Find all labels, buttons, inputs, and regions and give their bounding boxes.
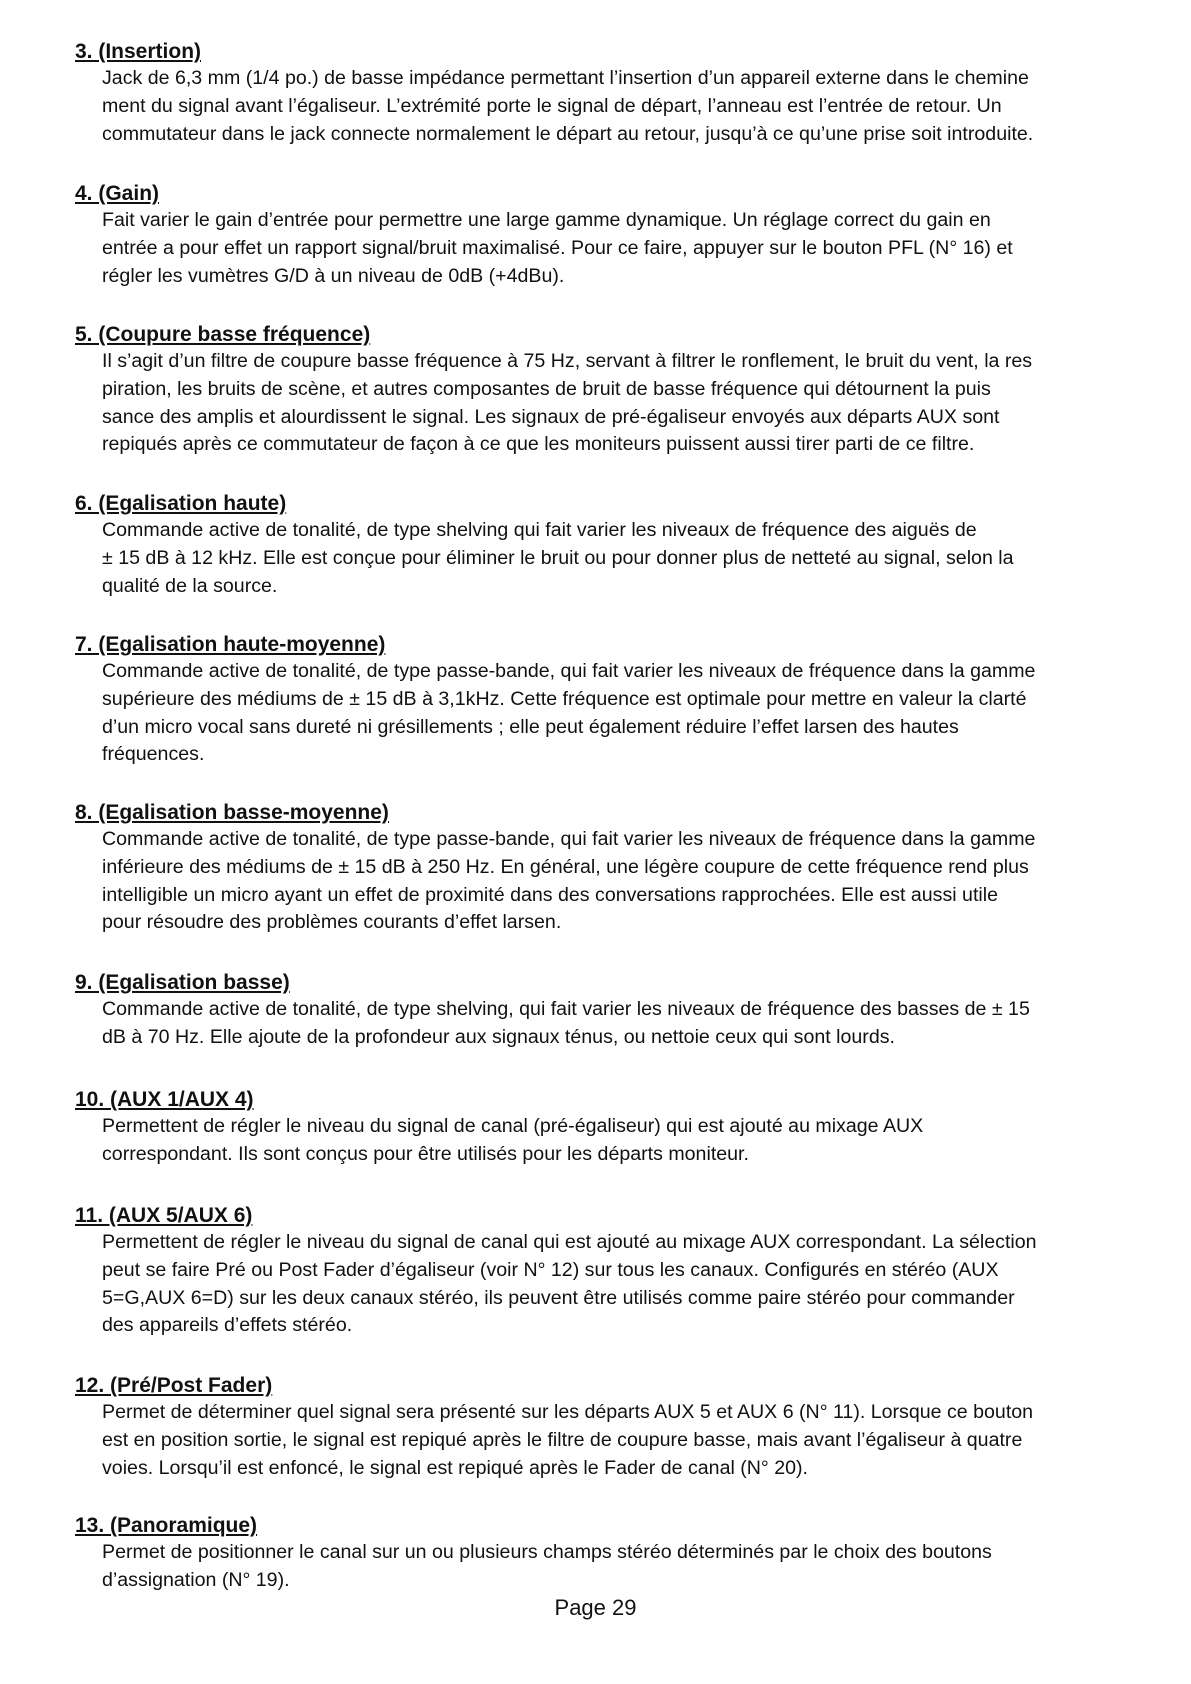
body-line: Commande active de tonalité, de type passe-bande, qui fait varier les niveaux de fréquence dans la gamme bbox=[102, 828, 1036, 850]
section-gain bbox=[75, 181, 1155, 290]
body-line: pour résoudre des problèmes courants d’effet larsen. bbox=[102, 911, 562, 934]
body-line: régler les vumètres G/D à un niveau de 0dB (+4dBu). bbox=[102, 264, 565, 287]
section-heading: 6. (Egalisation haute) bbox=[75, 492, 287, 515]
section-body bbox=[75, 65, 1155, 148]
body-line: Il s’agit d’un filtre de coupure basse fréquence à 75 Hz, servant à filtrer le ronflement, le bruit du vent, la res bbox=[102, 350, 1033, 372]
body-line: Permettent de régler le niveau du signal de canal (pré-égaliseur) qui est ajouté au mixage AUX bbox=[102, 1115, 924, 1137]
section-egalisation-haute bbox=[75, 491, 1155, 600]
section-body bbox=[75, 207, 1155, 290]
section-aux-5-aux-6 bbox=[75, 1203, 1155, 1340]
section-heading: 5. (Coupure basse fréquence) bbox=[75, 323, 371, 346]
section-heading: 3. (Insertion) bbox=[75, 40, 202, 63]
section-heading: 7. (Egalisation haute-moyenne) bbox=[75, 633, 386, 656]
body-line: entrée a pour effet un rapport signal/bruit maximalisé. Pour ce faire, appuyer sur le bouton PFL (N° 16) et bbox=[102, 236, 1013, 259]
body-line: des appareils d’effets stéréo. bbox=[102, 1314, 353, 1337]
body-line: inférieure des médiums de ± 15 dB à 250 Hz. En général, une légère coupure de cette fréquence rend plus bbox=[102, 855, 1029, 878]
body-line: Commande active de tonalité, de type passe-bande, qui fait varier les niveaux de fréquence dans la gamme bbox=[102, 660, 1036, 682]
section-body bbox=[75, 348, 1155, 459]
section-body bbox=[75, 826, 1155, 937]
section-panoramique bbox=[75, 1513, 1155, 1595]
section-body bbox=[75, 1399, 1155, 1482]
section-body bbox=[75, 1539, 1155, 1595]
body-line: fréquences. bbox=[102, 743, 205, 766]
section-egalisation-basse bbox=[75, 970, 1155, 1052]
body-line: Commande active de tonalité, de type shelving, qui fait varier les niveaux de fréquence des basses de ± 15 bbox=[102, 998, 1030, 1020]
body-line: correspondant. Ils sont conçus pour être utilisés pour les départs moniteur. bbox=[102, 1142, 749, 1165]
page-number: Page 29 bbox=[554, 1595, 637, 1620]
section-pre-post-fader bbox=[75, 1373, 1155, 1482]
body-line: ± 15 dB à 12 kHz. Elle est conçue pour éliminer le bruit ou pour donner plus de netteté au signal, selon la bbox=[102, 546, 1014, 569]
section-coupure-basse-frequence bbox=[75, 322, 1155, 459]
body-line: Commande active de tonalité, de type shelving qui fait varier les niveaux de fréquence des aiguës de bbox=[102, 519, 977, 541]
body-line: Permet de déterminer quel signal sera présenté sur les départs AUX 5 et AUX 6 (N° 11). Lorsque ce bouton bbox=[102, 1401, 1034, 1423]
body-line: Jack de 6,3 mm (1/4 po.) de basse impédance permettant l’insertion d’un appareil externe dans le chemine bbox=[102, 67, 1029, 89]
body-line: d’un micro vocal sans dureté ni grésillements ; elle peut également réduire l’effet larsen des hautes bbox=[102, 715, 959, 738]
section-body bbox=[75, 1229, 1155, 1340]
body-line: est en position sortie, le signal est repiqué après le filtre de coupure basse, mais avant l’égaliseur à quatre bbox=[102, 1428, 1023, 1451]
section-heading: 11. (AUX 5/AUX 6) bbox=[75, 1204, 253, 1227]
section-heading: 12. (Pré/Post Fader) bbox=[75, 1374, 273, 1397]
body-line: 5=G,AUX 6=D) sur les deux canaux stéréo, ils peuvent être utilisés comme paire stéréo pour commander bbox=[102, 1286, 1015, 1309]
body-line: piration, les bruits de scène, et autres composantes de bruit de basse fréquence qui détournent la puis bbox=[102, 377, 991, 400]
section-heading: 4. (Gain) bbox=[75, 182, 160, 205]
body-line: qualité de la source. bbox=[102, 574, 278, 597]
section-body bbox=[75, 996, 1155, 1052]
section-insertion bbox=[75, 39, 1155, 148]
section-heading: 13. (Panoramique) bbox=[75, 1514, 258, 1537]
section-heading: 9. (Egalisation basse) bbox=[75, 971, 290, 994]
section-egalisation-haute-moyenne bbox=[75, 632, 1155, 769]
body-line: repiqués après ce commutateur de façon à ce que les moniteurs puissent aussi tirer parti de ce filtre. bbox=[102, 433, 975, 456]
body-line: peut se faire Pré ou Post Fader d’égaliseur (voir N° 12) sur tous les canaux. Configurés en stéréo (AUX bbox=[102, 1258, 999, 1281]
body-line: Permettent de régler le niveau du signal de canal qui est ajouté au mixage AUX correspondant. La sélection bbox=[102, 1231, 1037, 1253]
body-line: ment du signal avant l’égaliseur. L’extrémité porte le signal de départ, l’anneau est l’entrée de retour. Un bbox=[102, 94, 1002, 117]
section-body bbox=[75, 658, 1155, 769]
section-heading: 8. (Egalisation basse-moyenne) bbox=[75, 801, 389, 824]
body-line: voies. Lorsqu’il est enfoncé, le signal est repiqué après le Fader de canal (N° 20). bbox=[102, 1456, 808, 1479]
body-line: commutateur dans le jack connecte normalement le départ au retour, jusqu’à ce qu’une prise soit introduite. bbox=[102, 122, 1034, 145]
section-aux-1-aux-4 bbox=[75, 1087, 1155, 1169]
body-line: Permet de positionner le canal sur un ou plusieurs champs stéréo déterminés par le choix des boutons bbox=[102, 1541, 992, 1563]
body-line: supérieure des médiums de ± 15 dB à 3,1kHz. Cette fréquence est optimale pour mettre en valeur la clarté bbox=[102, 687, 1027, 710]
body-line: dB à 70 Hz. Elle ajoute de la profondeur aux signaux ténus, ou nettoie ceux qui sont lourds. bbox=[102, 1025, 895, 1048]
section-body bbox=[75, 1113, 1155, 1169]
body-line: d’assignation (N° 19). bbox=[102, 1568, 290, 1591]
body-line: Fait varier le gain d’entrée pour permettre une large gamme dynamique. Un réglage correct du gain en bbox=[102, 209, 991, 231]
body-line: sance des amplis et alourdissent le signal. Les signaux de pré-égaliseur envoyés aux départs AUX sont bbox=[102, 405, 1000, 428]
section-egalisation-basse-moyenne bbox=[75, 800, 1155, 937]
section-body bbox=[75, 517, 1155, 600]
body-line: intelligible un micro ayant un effet de proximité dans des conversations rapprochées. Elle est aussi utile bbox=[102, 883, 999, 906]
section-heading: 10. (AUX 1/AUX 4) bbox=[75, 1088, 254, 1111]
